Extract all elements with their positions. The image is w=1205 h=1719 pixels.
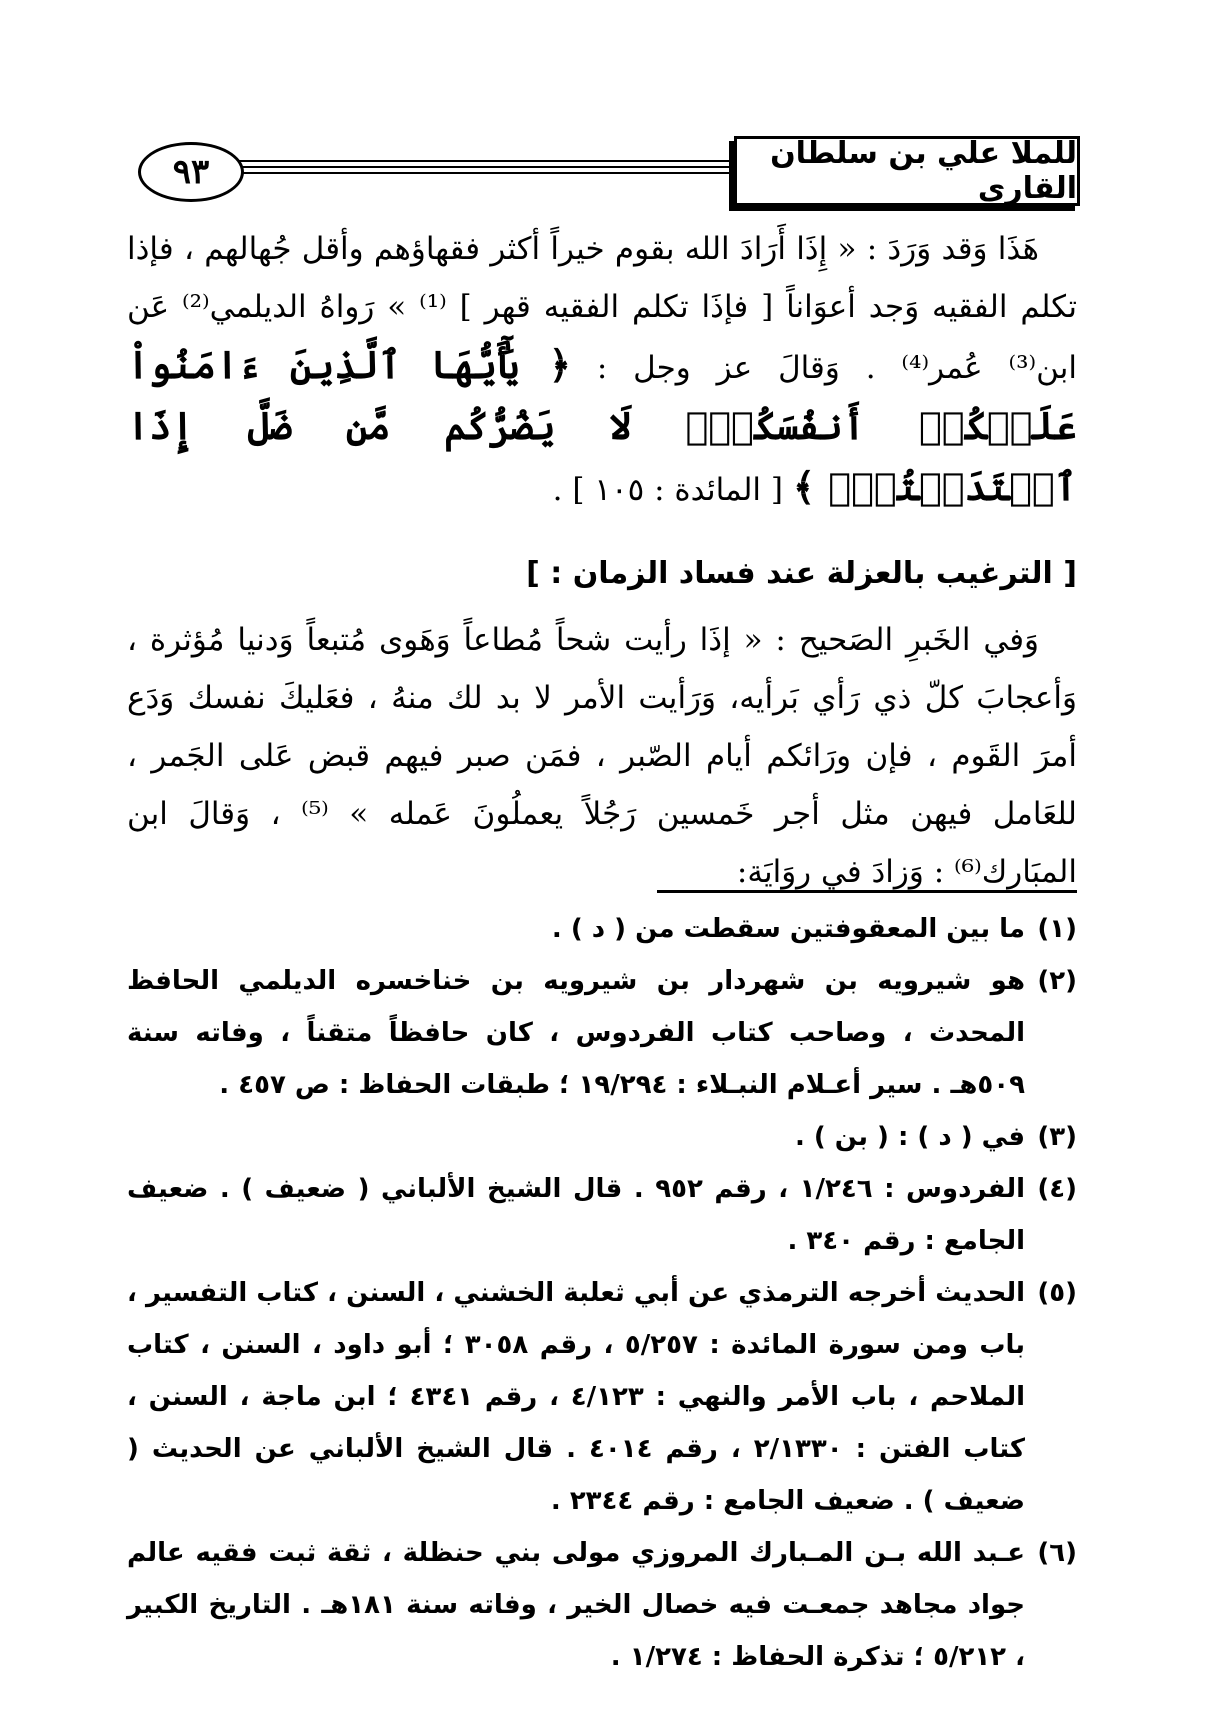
main-text	[127, 220, 1077, 901]
footnote-text: الفردوس : ١/٢٤٦ ، رقم ٩٥٢ . قال الشيخ الألباني ( ضعيف ) . ضعيف الجامع : رقم ٣٤٠ .	[127, 1174, 1025, 1256]
footnote-number: (٦)	[1037, 1538, 1077, 1568]
paragraph-2: وَفي الخَبرِ الصَحيح : « إذَا رأيت شحاً مُطاعاً وَهَوى مُتبعاً وَدنيا مُؤثرة ، وَأعجابَ كلّ ذي رَأي بَرأيه، وَرَأيت الأمر لا بد لك منهُ ، فعَليكَ نفسك وَدَع أمرَ القَوم ، فإن ورَائكم أيام الصّبر ، فمَن صبر فيهم قبض عَلى الجَمر ، للعَامل فيهن مثل أجر خَمسين رَجُلاً يعملُونَ عَمله » ⁽⁵⁾ ، وَقالَ ابن المبَارك⁽⁶⁾ : وَزادَ في روَايَة:	[127, 622, 1078, 890]
footnote-number: (٣)	[1037, 1122, 1077, 1152]
footnote-text: هو شيرويه بن شهردار بن شيرويه بن خناخسره الديلمي الحافظ المحدث ، وصاحب كتاب الفردوس ، كان حافظاً متقناً ، وفاته سنة ٥٠٩هـ . سير أعـلام النبـلاء : ١٩/٢٩٤ ؛ طبقات الحفاظ : ص ٤٥٧ .	[127, 966, 1025, 1100]
footnote	[127, 1111, 1077, 1163]
footnote-text: عـبد الله بـن المـبارك المروزي مولى بني حنظلة ، ثقة ثبت فقيه عالم جواد مجاهد جمعـت فيه خصال الخير ، وفاته سنة ١٨١هـ . التاريخ الكبير ، ٥/٢١٢ ؛ تذكرة الحفاظ : ١/٢٧٤ .	[127, 1538, 1025, 1672]
section-heading: [ الترغيب بالعزلة عند فساد الزمان : ]	[526, 556, 1077, 591]
footnote-text: في ( د ) : ( بن ) .	[794, 1122, 1025, 1152]
footnote-number: (١)	[1037, 914, 1077, 944]
running-title: للملا علي بن سلطان القاري	[734, 136, 1080, 206]
paragraph-1-text: هَذَا وَقد وَرَدَ : « إِذَا أَرَادَ الله بقوم خيراً أكثر فقهاؤهم وأقل جُهالهم ، فإذا تكلم الفقيه وَجد أعوَاناً [ فإذَا تكلم الفقيه قهر ] ⁽¹⁾ » رَواهُ الديلمي⁽²⁾ عَن ابن⁽³⁾ عُمر⁽⁴⁾ . وَقالَ عز وجل :	[127, 231, 1077, 386]
footnote	[127, 1163, 1077, 1267]
footnote	[127, 903, 1077, 955]
footnote	[127, 1267, 1077, 1527]
header-rule	[230, 160, 730, 174]
verse-reference: [ المائدة : ١٠٥ ] .	[552, 472, 783, 508]
footnote-text: الحديث أخرجه الترمذي عن أبي ثعلبة الخشني ، السنن ، كتاب التفسير ، باب ومن سورة المائدة : ٥/٢٥٧ ، رقم ٣٠٥٨ ؛ أبو داود ، السنن ، كتاب الملاحم ، باب الأمر والنهي : ٤/١٢٣ ، رقم ٤٣٤١ ؛ ابن ماجة ، السنن ، كتاب الفتن : ٢/١٣٣٠ ، رقم ٤٠١٤ . قال الشيخ الألباني عن الحديث ( ضعيف ) . ضعيف الجامع : رقم ٢٣٤٤ .	[127, 1278, 1026, 1516]
footnote-divider	[657, 890, 1077, 893]
paragraph-1	[127, 220, 1077, 519]
page-header	[130, 128, 1080, 218]
footnote-number: (٥)	[1037, 1278, 1077, 1308]
footnote-number: (٤)	[1037, 1174, 1077, 1204]
footnote-number: (٢)	[1037, 966, 1077, 996]
quran-verse: ﴿ يَٰٓأَيُّهَا ٱلَّذِينَ ءَامَنُواْ عَلَيۡكُمۡ أَنفُسَكُمۡۖ لَا يَضُرُّكُم مَّن ضَلَّ إِذَا ٱهۡتَدَيۡتُمۡۚ ﴾	[127, 342, 1077, 509]
footnote	[127, 1527, 1077, 1683]
page-number: ٩٣	[138, 142, 244, 202]
footnotes	[127, 903, 1077, 1683]
footnote-text: ما بين المعقوفتين سقطت من ( د ) .	[551, 914, 1025, 944]
footnote	[127, 955, 1077, 1111]
